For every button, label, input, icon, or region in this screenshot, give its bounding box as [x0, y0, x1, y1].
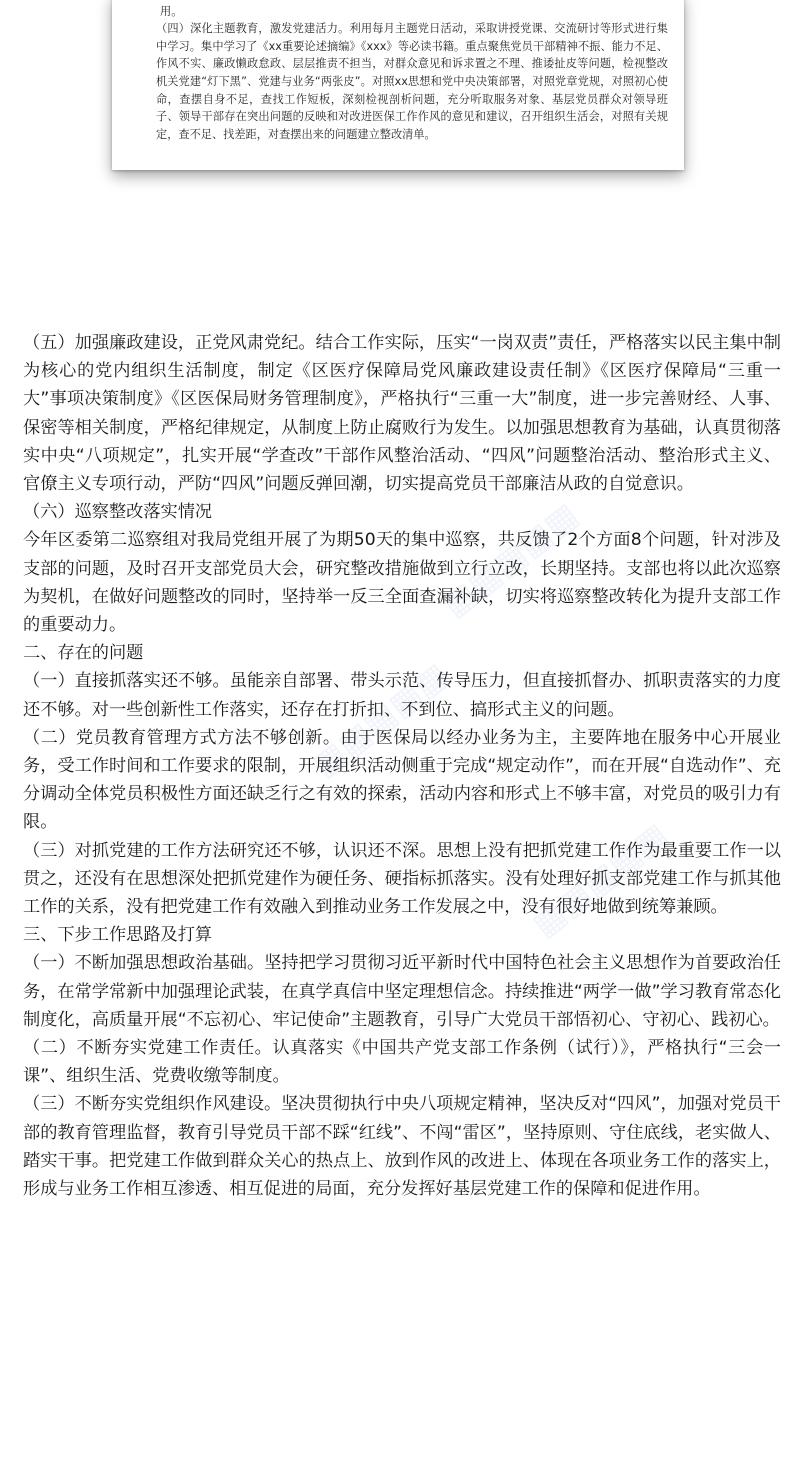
- watermark: ▦▦▦▦▦: [304, 654, 456, 786]
- document-body: [23, 329, 781, 1203]
- document-preview-card: [112, 0, 684, 170]
- paragraph: （二）党员教育管理方式方法不够创新。由于医保局以经办业务为主，主要阵地在服务中心开展业务，受工作时间和工作要求的限制，开展组织活动侧重于完成“规定动作”，而在开展“自选动作”、充分调动全体党员积极性方面还缺乏行之有效的探索，活动内容和形式上不够丰富，对党员的吸引力有限。: [23, 727, 781, 833]
- preview-paragraph: （四）深化主题教育，激发党建活力。利用每月主题党日活动，采取讲授党课、交流研讨等形式进行集中学习。集中学习了《xx重要论述摘编》《xxx》等必读书籍。重点聚焦党员干部精神不振、能力不足、作风不实、廉政懒政怠政、层层推责不担当，对群众意见和诉求置之不理、推诿扯皮等问题，检视整改机关党建“灯下黑”、党建与业务“两张皮”。对照xx思想和党中央决策部署，对照党章党规，对照初心使命，查摆自身不足，查找工作短板，深刻检视剖析问题，充分听取服务对象、基层党员群众对领导班子、领导干部存在突出问题的反映和对改进医保工作作风的意见和建议，召开组织生活会，对照有关规定，查不足、找差距，对查摆出来的问题建立整改清单。: [156, 22, 668, 141]
- paragraph: 今年区委第二巡察组对我局党组开展了为期50天的集中巡察，共反馈了2个方面8个问题，针对涉及支部的问题，及时召开支部党员大会，研究整改措施做到立行立改，长期坚持。支部也将以此次巡察为契机，在做好问题整改的同时，坚持举一反三全面查漏补缺，切实将巡察整改转化为提升支部工作的重要动力。: [23, 530, 781, 636]
- paragraph: （三）不断夯实党组织作风建设。坚决贯彻执行中央八项规定精神，坚决反对“四风”，加强对党员干部的教育管理监督，教育引导党员干部不踩“红线”、不闯“雷区”，坚持原则、守住底线，老实做人、踏实干事。把党建工作做到群众关心的热点上、放到作风的改进上、体现在各项业务工作的落实上，形成与业务工作相互渗透、相互促进的局面，充分发挥好基层党建工作的保障和促进作用。: [23, 1094, 781, 1200]
- paragraph: （一）不断加强思想政治基础。坚持把学习贯彻习近平新时代中国特色社会主义思想作为首要政治任务，在常学常新中加强理论武装，在真学真信中坚定理想信念。持续推进“两学一做”学习教育常态化制度化，高质量开展“不忘初心、牢记使命”主题教育，引导广大党员干部悟初心、守初心、践初心。: [23, 953, 782, 1030]
- paragraph: （三）对抓党建的工作方法研究还不够，认识还不深。思想上没有把抓党建工作作为最重要工作一以贯之，还没有在思想深处把抓党建作为硬任务、硬指标抓落实。没有处理好抓支部党建工作与抓其他工作的关系，没有把党建工作有效融入到推动业务工作发展之中，没有很好地做到统筹兼顾。: [23, 840, 781, 918]
- paragraph: （一）直接抓落实还不够。虽能亲自部署、带头示范、传导压力，但直接抓督办、抓职责落实的力度还不够。对一些创新性工作落实，还存在打折扣、不到位、搞形式主义的问题。: [23, 671, 781, 720]
- section-heading: 二、存在的问题: [23, 643, 144, 664]
- preview-text: [112, 0, 684, 143]
- watermark: ▦▦▦▦▦: [434, 494, 586, 626]
- paragraph: （二）不断夯实党建工作责任。认真落实《中国共产党支部工作条例（试行）》，严格执行“三会一课”、组织生活、党费收缴等制度。: [23, 1038, 781, 1087]
- section-heading: 三、下步工作思路及打算: [23, 925, 213, 946]
- section-subheading: （六）巡察整改落实情况: [23, 502, 213, 523]
- paragraph: （五）加强廉政建设，正党风肃党纪。结合工作实际，压实“一岗双责”责任，严格落实以民主集中制为核心的党内组织生活制度，制定《区医疗保障局党风廉政建设责任制》《区医疗保障局“三重一大”事项决策制度》《区医保局财务管理制度》，严格执行“三重一大”制度，进一步完善财经、人事、保密等相关制度，严格纪律规定，从制度上防止腐败行为发生。以加强思想教育为基础，认真贯彻落实中央“八项规定”，扎实开展“学查改”干部作风整治活动、“四风”问题整治活动、整治形式主义、官僚主义专项行动，严防“四风”问题反弹回潮，切实提高党员干部廉洁从政的自觉意识。: [23, 333, 781, 495]
- watermark: ▦▦▦▦▦: [524, 814, 676, 946]
- preview-paragraph: 用。: [160, 4, 183, 18]
